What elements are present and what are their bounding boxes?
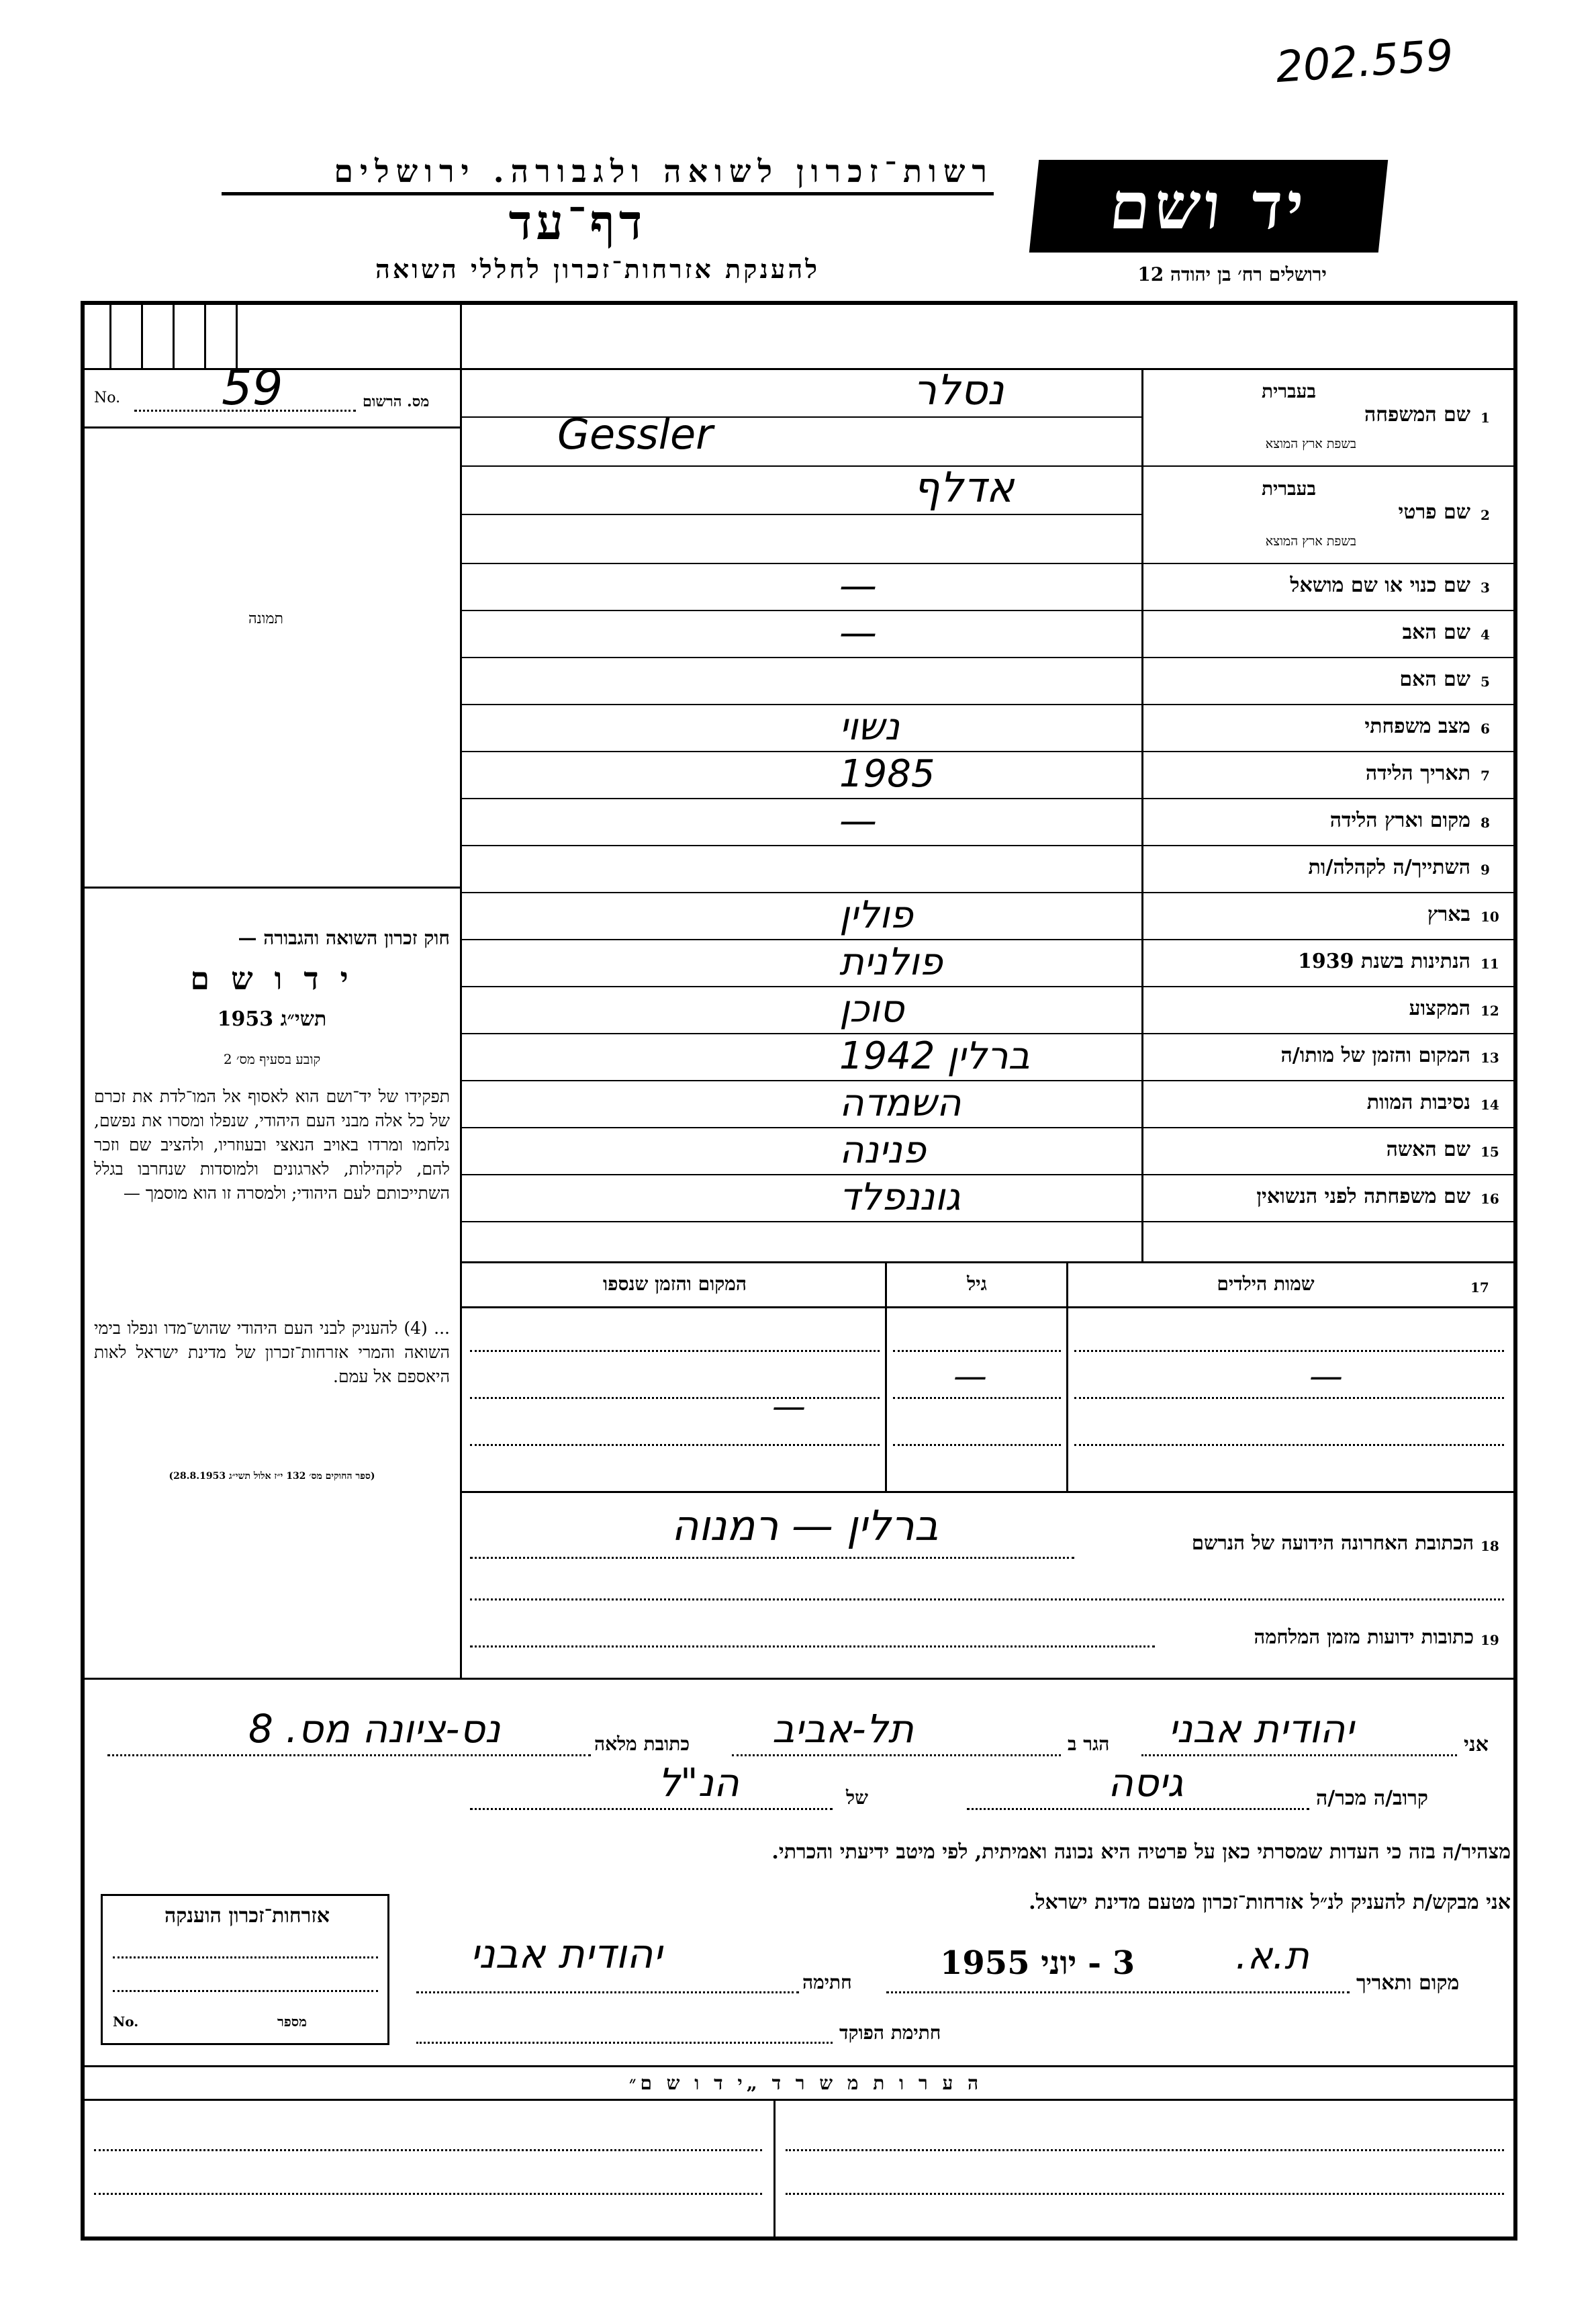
of-label: של (846, 1787, 868, 1809)
declarant-name: יהודית אבני (1168, 1706, 1354, 1752)
photo-label: תמונה (248, 611, 283, 627)
logo-address: ירושלים רח׳ בן יהודה 12 (1137, 263, 1327, 285)
field-16-label: שם משפחתה לפני הנשואין (1256, 1185, 1470, 1208)
law-name: י ד ו ש ם (190, 960, 354, 997)
place-date-label: מקום ותאריך (1356, 1971, 1460, 1995)
law-clause: קובע בסעיף מס׳ 2 (223, 1051, 321, 1067)
field-19-label: כתובות ידועות מזמן המלחמה (1254, 1625, 1474, 1648)
field-3-value: — (839, 564, 877, 608)
registry-no-label: No. (94, 390, 121, 406)
child-place-mark: — (772, 1387, 806, 1426)
field-7-label: תאריך הלידה (1365, 762, 1470, 785)
field-2-label: שם פרטי (1398, 500, 1470, 524)
field-12-number: 12 (1481, 1003, 1499, 1019)
field-11-number: 11 (1481, 956, 1499, 972)
field-15-number: 15 (1481, 1144, 1499, 1160)
field-18-number: 18 (1481, 1538, 1499, 1554)
field-9-label: השתייך/ה לקהלה/ות (1308, 856, 1470, 879)
field-4-label: שם האב (1402, 621, 1470, 644)
form-subtitle: להענקת אזרחות־זכרון לחללי השואה (375, 254, 820, 284)
field-14-label: נסיבות המוות (1366, 1091, 1470, 1114)
field-2-value-hebrew: אדלף (913, 463, 1015, 512)
field-15-label: שם האשה (1386, 1138, 1470, 1161)
field-7-number: 7 (1481, 768, 1490, 784)
field-3-label: שם כנוי או שם מושאל (1290, 574, 1470, 597)
field-6-value: נשוי (839, 705, 900, 749)
field-1-label: שם המשפחה (1364, 403, 1470, 426)
child-name-mark: — (1309, 1357, 1343, 1396)
field-16-number: 16 (1481, 1191, 1499, 1207)
field-1-sub-hebrew: בעברית (1261, 380, 1316, 402)
field-4-number: 4 (1481, 627, 1490, 643)
form-title: דף־עד (508, 193, 647, 251)
declarant-i-label: אני (1464, 1733, 1489, 1756)
field-6-number: 6 (1481, 721, 1490, 737)
field-10-label: בארץ (1427, 903, 1470, 926)
declarant-signature: יהודית אבני (470, 1931, 662, 1978)
child-age-mark: — (953, 1357, 987, 1396)
field-15-value: פנינה (839, 1128, 926, 1172)
field-19-number: 19 (1481, 1632, 1499, 1648)
declarant-relation: גיסה (1108, 1760, 1184, 1805)
field-6-label: מצב משפחתי (1364, 715, 1470, 738)
field-10-value: פולין (839, 893, 913, 937)
children-col-place-time: המקום והזמן שנספו (603, 1273, 747, 1295)
field-13-value: ברלין 1942 (839, 1034, 1030, 1078)
declarant-full-address: נס-ציונה מס. 8 (248, 1706, 501, 1752)
field-9-number: 9 (1481, 862, 1490, 878)
corner-archive-number: 202.559 (1274, 30, 1455, 93)
children-col-age: גיל (967, 1273, 987, 1295)
declaration-date: 3 - יוני 1955 (940, 1944, 1135, 1982)
field-12-label: המקצוע (1409, 997, 1470, 1020)
of-value: הנ"ל (658, 1760, 739, 1805)
registry-label: מס. הרשום (363, 393, 430, 410)
citizenship-box-number-label: מספר (277, 2014, 307, 2030)
field-13-label: המקום והזמן של מותו/ה (1280, 1044, 1470, 1067)
officer-signature-label: חתימת הפוקד (839, 2022, 941, 2044)
field-12-value: סוכן (839, 987, 904, 1031)
field-2-number: 2 (1481, 507, 1490, 523)
field-8-label: מקום וארץ הלידה (1329, 809, 1470, 832)
residing-label: הגר ב (1068, 1733, 1110, 1755)
field-4-value: — (839, 611, 877, 655)
field-8-number: 8 (1481, 815, 1490, 831)
citizenship-box-title: אזרחות־זכרון הוענקה (164, 1904, 330, 1928)
field-10-number: 10 (1481, 909, 1499, 925)
full-address-label: כתובת מלאה (594, 1733, 690, 1755)
request-text: אני מבקש/ת להעניק לנ״ל אזרחות־זכרון מטעם מדינת ישראל. (1029, 1891, 1511, 1914)
registry-number: 59 (222, 359, 283, 416)
field-11-value: פולנית (839, 940, 943, 984)
field-1-value-latin: Gessler (557, 410, 713, 459)
authority-line: רשות־זכרון לשואה ולגבורה. ירושלים (222, 153, 994, 195)
field-18-label: הכתובת האחרונה הידועה של הנרשם (1191, 1531, 1474, 1554)
field-14-value: השמדה (839, 1081, 961, 1125)
field-5-number: 5 (1481, 674, 1490, 690)
field-11-label: הנתינות בשנת 1939 (1297, 950, 1470, 973)
field-14-number: 14 (1481, 1097, 1499, 1113)
law-citation: (ספר החוקים מס׳ 132 י״ז אלול תשי״ג 28.8.1953) (169, 1471, 375, 1482)
field-1-number: 1 (1481, 410, 1490, 426)
field-1-sub-origin-language: בשפת ארץ המוצא (1265, 437, 1356, 451)
signature-label: חתימה (802, 1971, 852, 1993)
law-year: תשי״ג 1953 (217, 1007, 327, 1031)
children-col-names: שמות הילדים (1217, 1273, 1315, 1295)
field-13-number: 13 (1481, 1050, 1499, 1066)
declaration-place: ת.א. (1235, 1934, 1309, 1978)
law-paragraph-1: תפקידו של יד־ושם הוא לאסוף אל המו־לדת את זכרם של כל אלה מבני העם היהודי, שנפלו ומסרו את נפשם, נלחמו ומרדו באויב הנאצי ובעוזריו, ולהציב שם וזכר להם, לקהילות, לארגונים ולמוסדות שנחרבו בגלל השתייכותם לעם היהודי; ולמסרה זו הוא מוסמך — (94, 1087, 450, 1203)
field-1-value-hebrew: נסלר (913, 365, 1004, 414)
field-3-number: 3 (1481, 580, 1490, 596)
field-5-label: שם האם (1399, 668, 1470, 691)
office-notes-title: ה ע ר ו ת מ ש ר ד „י ד ו ש ם״ (628, 2072, 983, 2094)
declarant-city: תל-אביב (772, 1706, 914, 1752)
field-7-value: 1985 (839, 752, 935, 796)
citizenship-box-no-label: No. (113, 2014, 139, 2030)
field-8-value: — (839, 799, 877, 843)
law-paragraph-2: ... (4) להעניק לבני העם היהודי שהוש־מדו ונפלו בימי השואה והמרי אזרחות־זכרון של מדינת ישראל לאות היאספם אל עמם. (94, 1318, 450, 1386)
field-2-sub-hebrew: בעברית (1261, 478, 1316, 500)
children-number: 17 (1470, 1279, 1489, 1296)
citizenship-box (101, 1894, 389, 2045)
field-2-sub-origin-language: בשפת ארץ המוצא (1265, 534, 1356, 549)
declaration-text: מצהיר/ה בזה כי העדות שמסרתי כאן על פרטיה היא נכונה ואמיתית, לפי מיטב ידיעתי והכרתי. (771, 1840, 1511, 1864)
yad-vashem-logo (1029, 160, 1389, 253)
field-18-value: ברלין — רמנוה (671, 1501, 939, 1550)
logo-text: יד ושם (1106, 168, 1311, 244)
field-16-value: גוננפלד (839, 1175, 961, 1219)
relative-label: קרוב/ה מכר/ה (1316, 1787, 1428, 1810)
law-title: חוק זכרון השואה והגבורה — (238, 927, 450, 949)
